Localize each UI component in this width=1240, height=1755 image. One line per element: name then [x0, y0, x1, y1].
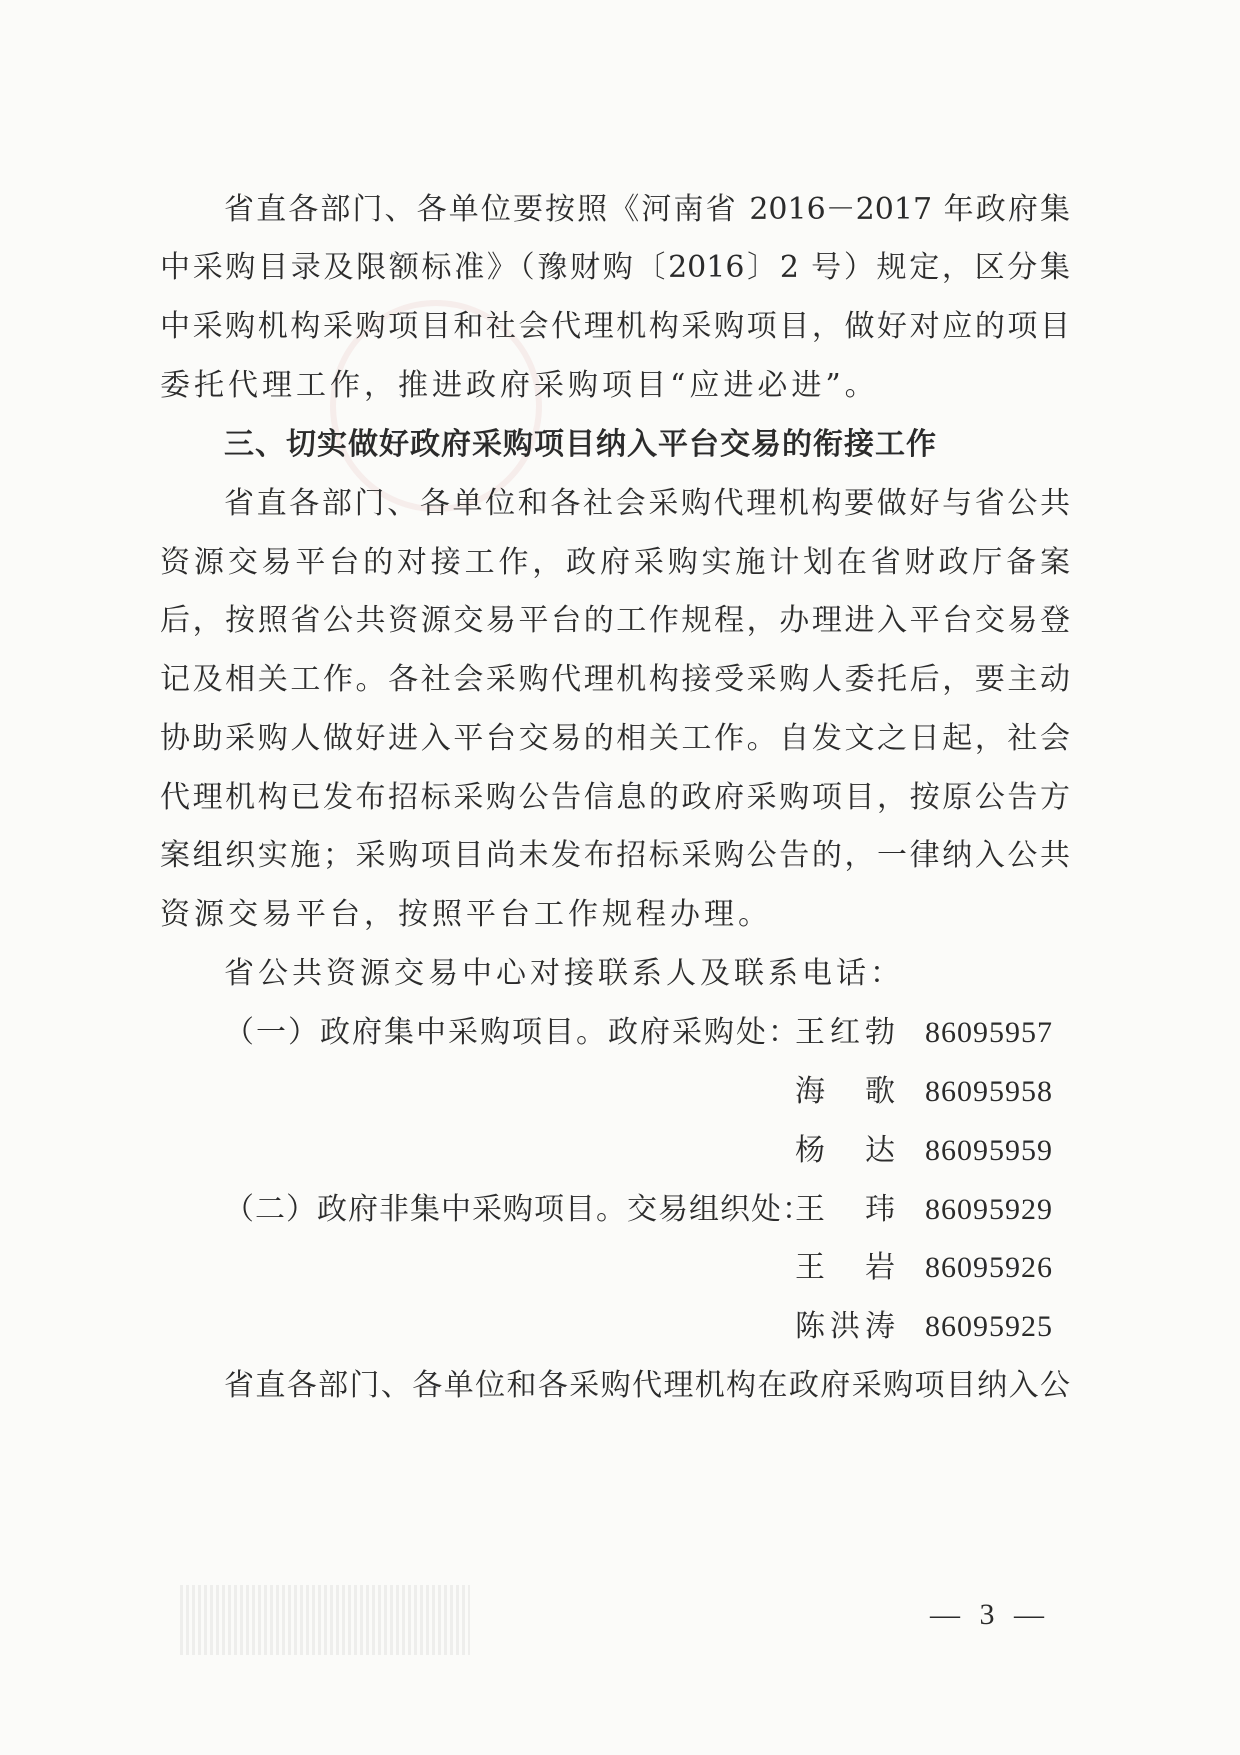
section-3-line-2: 资源交易平台的对接工作，政府采购实施计划在省财政厅备案 [160, 545, 1070, 580]
contact-name: 杨达 [795, 1133, 895, 1168]
contact-name: 海歌 [795, 1074, 895, 1109]
section-3-line-8: 资源交易平台，按照平台工作规程办理。 [160, 897, 772, 932]
contact-name: 王岩 [795, 1250, 895, 1285]
section-3-line-7: 案组织实施；采购项目尚未发布招标采购公告的，一律纳入公共 [160, 838, 1070, 873]
contact-phone: 86095926 [925, 1251, 1053, 1284]
contact-name: 王玮 [795, 1192, 895, 1227]
contact-name: 陈洪涛 [795, 1309, 895, 1344]
qr-code-showthrough [180, 1585, 470, 1655]
contact-phone: 86095957 [925, 1016, 1053, 1049]
contact-phone: 86095959 [925, 1134, 1053, 1167]
page-number: — 3 — [930, 1598, 1050, 1631]
paragraph-1-line-1: 省直各部门、各单位要按照《河南省 2016－2017 年政府集 [224, 192, 1070, 227]
contact-group-2-label: （二）政府非集中采购项目。交易组织处： [224, 1192, 813, 1227]
contact-name: 王红勃 [795, 1015, 895, 1050]
contact-phone: 86095925 [925, 1310, 1053, 1343]
paragraph-1-line-3: 中采购机构采购项目和社会代理机构采购项目，做好对应的项目 [160, 309, 1070, 344]
section-3-heading: 三、切实做好政府采购项目纳入平台交易的衔接工作 [224, 427, 937, 462]
contact-phone: 86095958 [925, 1075, 1053, 1108]
paragraph-1-line-2: 中采购目录及限额标准》（豫财购〔2016〕2 号）规定，区分集 [160, 250, 1070, 285]
section-3-line-3: 后，按照省公共资源交易平台的工作规程，办理进入平台交易登 [160, 603, 1070, 638]
section-3-line-6: 代理机构已发布招标采购公告信息的政府采购项目，按原公告方 [160, 780, 1070, 815]
contact-group-1-label: （一）政府集中采购项目。政府采购处： [224, 1015, 800, 1050]
section-3-line-1: 省直各部门、各单位和各社会采购代理机构要做好与省公共 [224, 486, 1070, 521]
section-3-line-5: 协助采购人做好进入平台交易的相关工作。自发文之日起，社会 [160, 721, 1070, 756]
paragraph-1-line-4: 委托代理工作，推进政府采购项目“应进必进”。 [160, 368, 879, 403]
contact-phone: 86095929 [925, 1193, 1053, 1226]
contacts-intro: 省公共资源交易中心对接联系人及联系电话： [224, 956, 904, 991]
section-3-line-4: 记及相关工作。各社会采购代理机构接受采购人委托后，要主动 [160, 662, 1070, 697]
closing-line: 省直各部门、各单位和各采购代理机构在政府采购项目纳入公 [224, 1368, 1070, 1403]
